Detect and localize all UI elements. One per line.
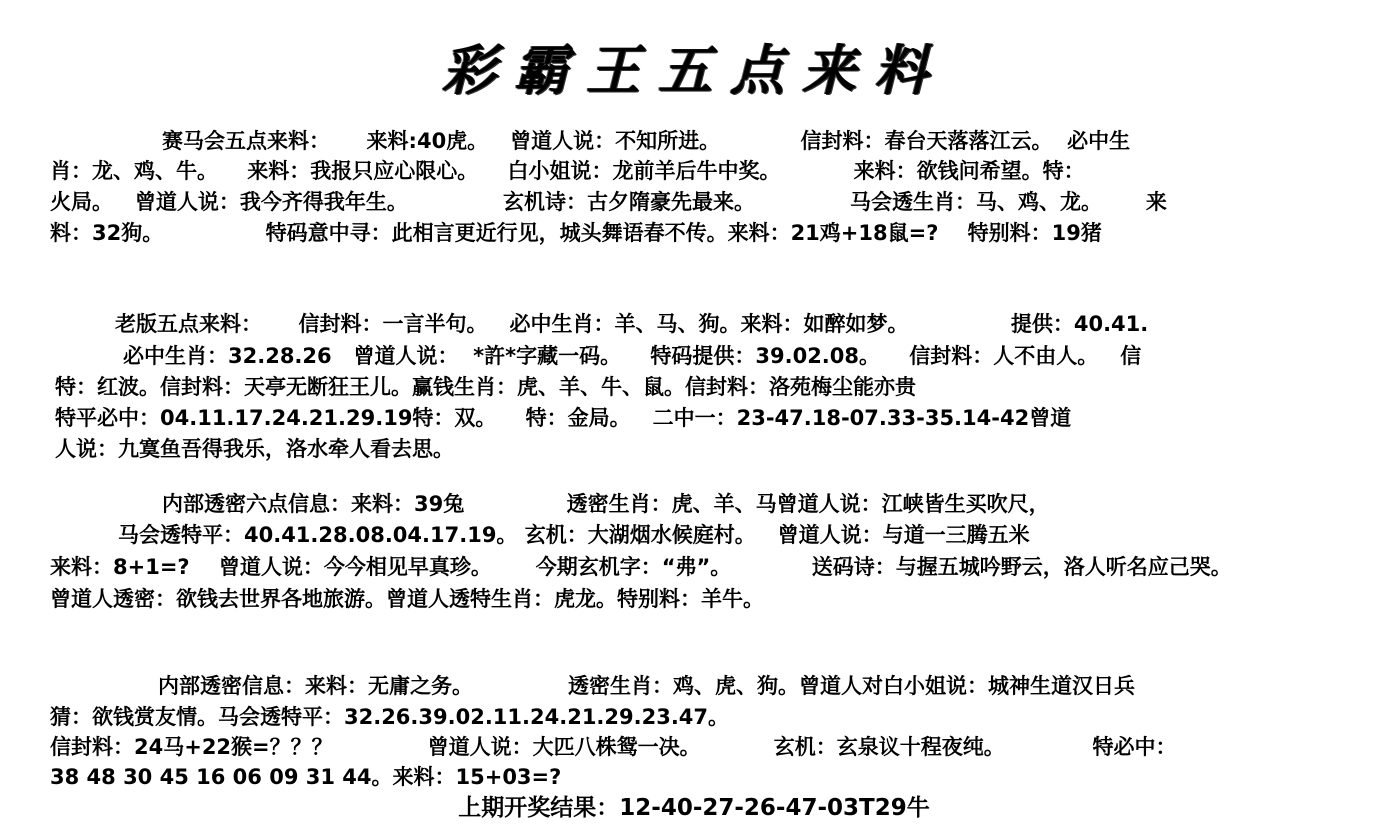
text-line: 必中生肖：32.28.26 曾道人说： *許*字藏一码。 特码提供：39.02.08。 信封料：人不由人。 信: [123, 344, 1142, 368]
text-line: 火局。 曾道人说：我今齐得我年生。 玄机诗：古夕隋豪先最来。 马会透生肖：马、鸡、龙。 来: [50, 190, 1167, 214]
text-line: 特：红波。信封料：天亭无断狂王儿。赢钱生肖：虎、羊、牛、鼠。信封料：洛苑梅尘能亦贵: [55, 375, 916, 399]
text-line: 料：32狗。 特码意中寻：此相言更近行见，城头舞语春不传。来料：21鸡+18鼠=? 特别料：19猪: [50, 221, 1102, 245]
text-line: 内部透密六点信息：来料：39兔 透密生肖：虎、羊、马曾道人说：江峡皆生买吹尺，: [162, 492, 1050, 516]
text-line: 猜：欲钱赏友情。马会透特平：32.26.39.02.11.24.21.29.23.47。: [50, 705, 730, 729]
text-line: 马会透特平：40.41.28.08.04.17.19。 玄机：大湖烟水候庭村。 曾道人说：与道一三腾五米: [118, 523, 1030, 547]
text-line: 人说：九寞鱼吾得我乐，洛水牵人看去思。: [55, 437, 454, 461]
text-line: 曾道人透密：欲钱去世界各地旅游。曾道人透特生肖：虎龙。特别料：羊牛。: [50, 587, 764, 611]
text-line: 肖：龙、鸡、牛。 来料：我报只应心限心。 白小姐说：龙前羊后牛中奖。 来料：欲钱问希望。特：: [50, 159, 1085, 183]
text-line: 内部透密信息：来料：无庸之务。 透密生肖：鸡、虎、狗。曾道人对白小姐说：城神生道汉日兵: [158, 674, 1136, 698]
text-line: 老版五点来料： 信封料：一言半句。 必中生肖：羊、马、狗。来料：如醉如梦。 提供：40.41.: [115, 312, 1149, 336]
text-line: 信封料：24马+22猴=？？？ 曾道人说：大匹八株鸳一决。 玄机：玄泉议十程夜纯。 特必中：: [50, 735, 1177, 759]
page-title: 彩霸王五点来料: [442, 38, 946, 102]
text-line: 38 48 30 45 16 06 09 31 44。来料：15+03=?: [50, 765, 562, 789]
text-line: 特平必中：04.11.17.24.21.29.19特：双。 特：金局。 二中一：23-47.18-07.33-35.14-42曾道: [55, 406, 1072, 430]
text-line: 来料：8+1=? 曾道人说：今今相见早真珍。 今期玄机字：“弗”。 送码诗：与握五城吟野云，洛人听名应己哭。: [50, 555, 1232, 579]
last-draw-result: 上期开奖结果：12-40-27-26-47-03T29牛: [458, 795, 930, 821]
text-line: 赛马会五点来料： 来料:40虎。 曾道人说：不知所进。 信封料：春台天落落江云。 必中生: [162, 129, 1131, 153]
